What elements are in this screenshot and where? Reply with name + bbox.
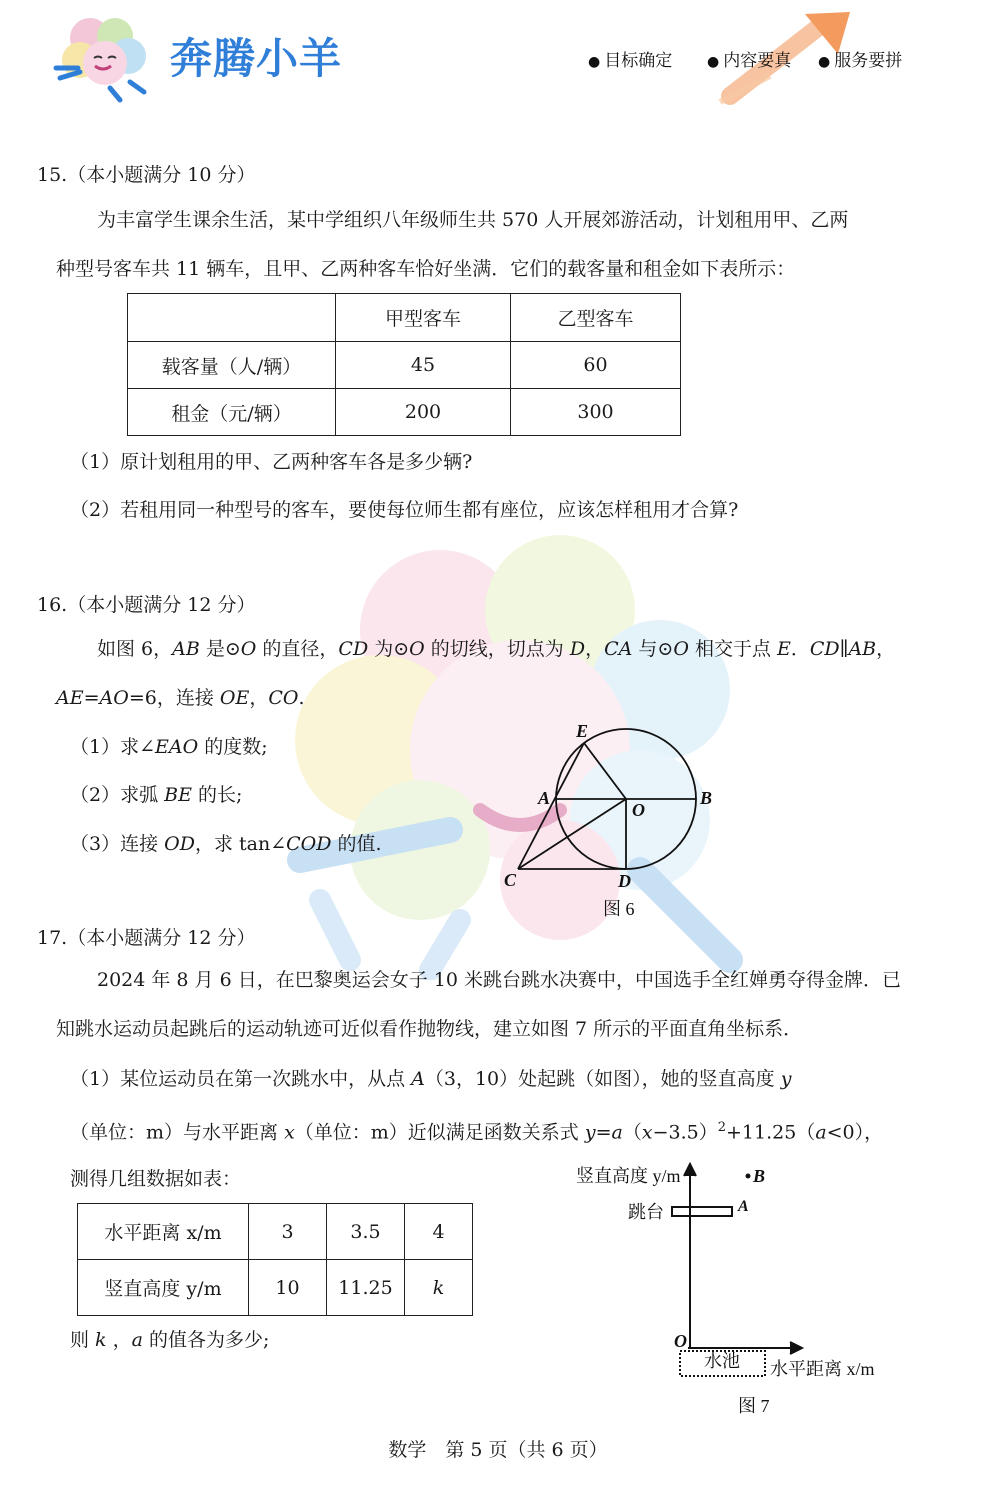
tag-content: ● 内容要真 — [707, 46, 791, 71]
q16-text-line1: 如图 6，AB 是⊙O 的直径，CD 为⊙O 的切线，切点为 D，CA 与⊙O 相交于点 E．CD∥AB， — [97, 638, 896, 660]
q15-heading: 15.（本小题满分 10 分） — [37, 164, 256, 186]
figure-7-coordinate-diagram — [570, 1160, 900, 1420]
q16-sub1: （1）求∠EAO 的度数; — [70, 736, 268, 758]
table-header-empty — [128, 294, 336, 342]
q17-text-line1: 2024 年 8 月 6 日，在巴黎奥运会女子 10 米跳台跳水决赛中，中国选手全红婵勇夺得金牌．已 — [97, 969, 901, 991]
line-co — [518, 799, 626, 869]
tag-service: ● 服务要拼 — [818, 46, 902, 71]
label-e: E — [576, 721, 589, 741]
table-cell: 载客量（人/辆） — [128, 342, 336, 389]
q17-data-table — [77, 1203, 473, 1316]
table-cell: 300 — [511, 389, 681, 436]
q15-sub1: （1）原计划租用的甲、乙两种客车各是多少辆? — [70, 451, 473, 473]
q16-heading: 16.（本小题满分 12 分） — [37, 594, 256, 616]
table-cell: 4 — [405, 1204, 473, 1260]
y-axis-arrow — [684, 1164, 696, 1176]
table-row — [128, 389, 681, 436]
point-b-label: B — [753, 1166, 766, 1186]
q15-sub2: （2）若租用同一种型号的客车，要使每位师生都有座位，应该怎样租用才合算? — [70, 499, 739, 521]
line-ec — [518, 743, 584, 869]
origin-label: O — [674, 1331, 687, 1351]
table-cell: 11.25 — [327, 1260, 405, 1316]
y-axis-label: 竖直高度 y/m — [576, 1166, 681, 1186]
q15-text-line2: 种型号客车共 11 辆车，且甲、乙两种客车恰好坐满．它们的载客量和租金如下表所示： — [56, 258, 796, 280]
platform-rect — [672, 1207, 732, 1216]
brand-name: 奔腾小羊 — [170, 34, 343, 83]
q15-text-line1: 为丰富学生课余生活，某中学组织八年级师生共 570 人开展郊游活动，计划租用甲、乙两 — [97, 209, 849, 231]
label-a: A — [538, 788, 551, 808]
q16-sub3: （3）连接 OD，求 tan∠COD 的值. — [70, 833, 382, 855]
platform-label: 跳台 — [628, 1202, 664, 1222]
table-header-bus-b: 乙型客车 — [511, 294, 681, 342]
q17-sub1: （1）某位运动员在第一次跳水中，从点 A（3，10）处起跳（如图），她的竖直高度 y — [70, 1068, 792, 1090]
q16-sub2: （2）求弧 BE 的长; — [70, 784, 243, 806]
label-d: D — [618, 871, 631, 891]
q16-text-line2: AE=AO=6，连接 OE，CO. — [56, 687, 305, 709]
label-b: B — [700, 788, 713, 808]
table-cell: 3 — [249, 1204, 327, 1260]
point-a-label: A — [738, 1198, 749, 1215]
q17-formula-line: （单位：m）与水平距离 x（单位：m）近似满足函数关系式 $y=a(x-3.5)^2+11.25(a<0)$， — [70, 1120, 884, 1144]
figure-7-caption: 图 7 — [738, 1396, 770, 1416]
q15-bus-table — [127, 293, 681, 436]
label-c: C — [504, 870, 517, 890]
q17-table-intro: 测得几组数据如表： — [70, 1168, 242, 1190]
sheep-logo-icon — [50, 8, 160, 103]
table-row — [78, 1260, 473, 1316]
line-eo — [584, 743, 626, 799]
table-cell: 水平距离 x/m — [78, 1204, 249, 1260]
q17-heading: 17.（本小题满分 12 分） — [37, 927, 256, 949]
table-cell: 10 — [249, 1260, 327, 1316]
table-row — [128, 342, 681, 389]
table-header-bus-a: 甲型客车 — [336, 294, 511, 342]
table-row — [78, 1204, 473, 1260]
table-cell: 60 — [511, 342, 681, 389]
q17-ask: 则 k ，a 的值各为多少; — [70, 1329, 270, 1351]
pool-label: 水池 — [704, 1351, 740, 1371]
x-axis-label: 水平距离 x/m — [770, 1359, 875, 1379]
table-cell: 200 — [336, 389, 511, 436]
figure-6-caption: 图 6 — [603, 899, 635, 919]
tag-goal: ● 目标确定 — [588, 46, 672, 71]
q17-text-line2: 知跳水运动员起跳后的运动轨迹可近似看作抛物线，建立如图 7 所示的平面直角坐标系． — [56, 1018, 803, 1040]
figure-6-circle-diagram — [490, 712, 730, 927]
table-cell: 竖直高度 y/m — [78, 1260, 249, 1316]
point-b-dot — [746, 1174, 751, 1179]
page-footer: 数学 第 5 页（共 6 页） — [388, 1439, 608, 1461]
table-cell: 3.5 — [327, 1204, 405, 1260]
table-cell: 45 — [336, 342, 511, 389]
x-axis-arrow — [790, 1342, 802, 1354]
label-o: O — [632, 800, 645, 820]
table-cell: k — [405, 1260, 473, 1316]
table-cell: 租金（元/辆） — [128, 389, 336, 436]
